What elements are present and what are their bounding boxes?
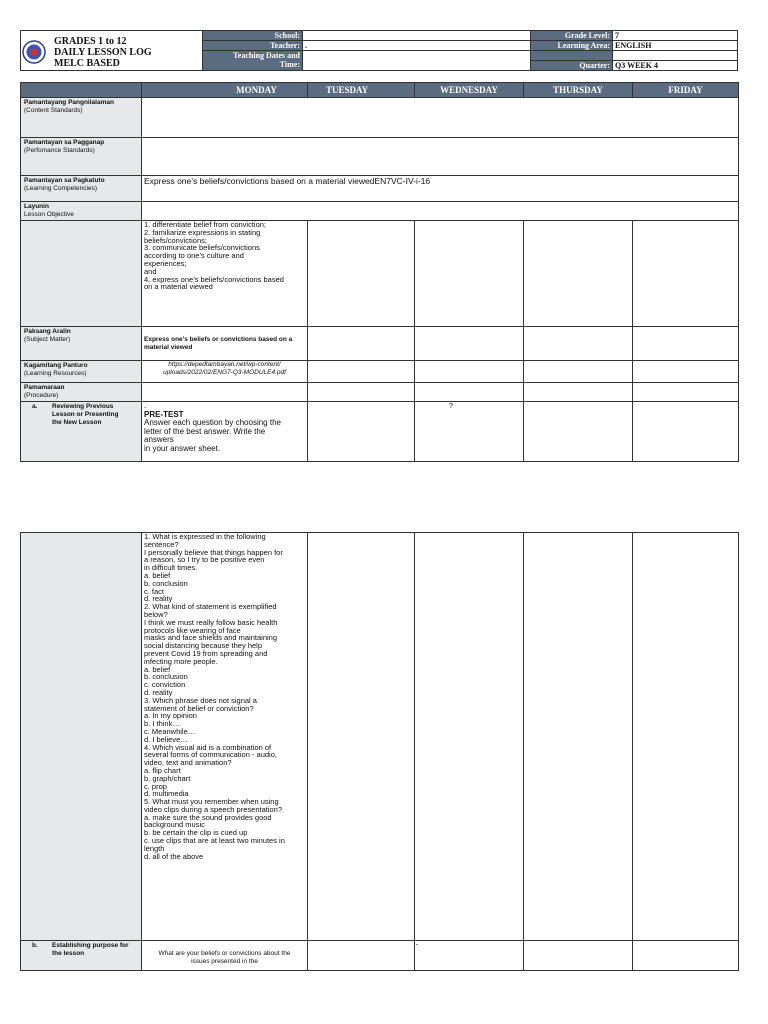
question-line: c. use clips that are at least two minutes in bbox=[144, 836, 285, 846]
question-line: infecting more people. bbox=[144, 656, 218, 666]
procedure-monday[interactable] bbox=[142, 383, 308, 402]
day-header-tuesday bbox=[308, 83, 415, 98]
question-line: statement of belief or conviction? bbox=[144, 703, 254, 713]
pretest-heading: PRE-TEST bbox=[144, 409, 184, 419]
question-line: b. conclusion bbox=[144, 672, 188, 682]
header-blank-field bbox=[613, 51, 738, 61]
objective-line: beliefs/convictions; bbox=[144, 235, 207, 245]
content-standards-label bbox=[21, 98, 142, 138]
question-line: video, text and animation? bbox=[144, 758, 232, 768]
review-label bbox=[21, 402, 142, 462]
question-line: masks and face shields and maintaining bbox=[144, 633, 277, 643]
resource-link-line-2[interactable]: uploads/2022/02/ENG7-Q3-MODULE4.pdf bbox=[163, 369, 286, 376]
question-line: a. belief bbox=[144, 570, 171, 580]
question-line: social distancing because they help bbox=[144, 641, 262, 651]
question-line: sentence? bbox=[144, 539, 179, 549]
header-blank-label bbox=[531, 51, 613, 61]
purpose-value-line-2: issues presented in the bbox=[191, 958, 258, 965]
day-header-blank bbox=[21, 83, 142, 98]
objectives-list-tuesday[interactable] bbox=[308, 221, 415, 327]
purpose-letter: b. bbox=[32, 942, 38, 949]
title-cell bbox=[21, 31, 203, 71]
questions-monday[interactable] bbox=[142, 533, 308, 941]
day-wednesday-label: WEDNESDAY bbox=[440, 85, 498, 95]
question-line: c. conviction bbox=[144, 680, 186, 690]
learning-area-label: Learning Area: bbox=[531, 41, 613, 51]
question-line: c. Meanwhile… bbox=[144, 726, 196, 736]
question-line: prevent Covid 19 from spreading and bbox=[144, 648, 268, 658]
purpose-line-1: Establishing purpose for bbox=[52, 942, 129, 949]
resources-tuesday[interactable] bbox=[308, 361, 415, 383]
review-letter: a. bbox=[32, 403, 38, 410]
question-line: video clips during a speech presentation? bbox=[144, 804, 283, 814]
title-line-1: GRADES 1 to 12 bbox=[54, 36, 127, 47]
question-line: I think we must really follow basic health bbox=[144, 617, 278, 627]
review-line-2: Lesson or Presenting bbox=[52, 411, 119, 418]
question-line: a reason, so I try to be positive even bbox=[144, 555, 265, 565]
question-line: b. graph/chart bbox=[144, 773, 191, 783]
question-line: protocols like wearing of face bbox=[144, 625, 241, 635]
pretest-instruction-line: letter of the best answer. Write the bbox=[144, 426, 266, 436]
learning-competencies-value[interactable]: Express one’s beliefs/convictions based on a material viewedEN7VC-IV-i-16 bbox=[142, 176, 739, 202]
content-standards-subtitle: (Content Standards) bbox=[24, 107, 83, 114]
title-line-2: DAILY LESSON LOG bbox=[54, 47, 152, 58]
objective-line: on a material viewed bbox=[144, 282, 213, 292]
content-standards-value[interactable] bbox=[142, 98, 739, 138]
procedure-tuesday[interactable] bbox=[308, 383, 415, 402]
dates-label-line-2: Time: bbox=[279, 60, 300, 69]
resources-title: Kagamitang Panturo bbox=[24, 362, 88, 369]
review-wednesday[interactable] bbox=[415, 402, 524, 462]
day-thursday-label: THURSDAY bbox=[553, 85, 603, 95]
questions-label bbox=[21, 533, 142, 941]
review-heading-text bbox=[52, 403, 118, 427]
grade-level-label: Grade Level: bbox=[531, 31, 613, 41]
purpose-label bbox=[21, 941, 142, 971]
resources-subtitle: (Learning Resources) bbox=[24, 370, 87, 377]
day-monday-label: MONDAY bbox=[236, 85, 277, 95]
question-line: b. be certain the clip is cued up bbox=[144, 828, 248, 838]
procedure-subtitle: (Procedure) bbox=[24, 392, 59, 399]
question-line: b. conclusion bbox=[144, 578, 188, 588]
question-line: a. make sure the sound provides good bbox=[144, 812, 272, 822]
objective-line: 2. familiarize expressions in stating bbox=[144, 227, 261, 237]
question-line: 2. What kind of statement is exemplified bbox=[144, 602, 277, 612]
objective-label bbox=[21, 202, 142, 221]
pretest-instruction-line: in your answer sheet. bbox=[144, 443, 221, 453]
procedure-label bbox=[21, 383, 142, 402]
title-line-3: MELC BASED bbox=[54, 58, 120, 69]
question-line: length bbox=[144, 843, 165, 853]
question-line: d. multimedia bbox=[144, 789, 189, 799]
school-field[interactable] bbox=[303, 31, 531, 41]
objective-line: 1. differentiate belief from conviction; bbox=[144, 220, 267, 229]
lesson-log-table-continued bbox=[20, 532, 739, 971]
objectives-list-wednesday[interactable] bbox=[415, 221, 524, 327]
question-line: I personally believe that things happen for bbox=[144, 547, 283, 557]
question-line: background music bbox=[144, 820, 205, 830]
learning-competencies-title: Pamantayan sa Pagkatuto bbox=[24, 177, 105, 184]
lesson-log-table bbox=[20, 82, 739, 462]
procedure-friday[interactable] bbox=[633, 383, 739, 402]
objectives-list-thursday[interactable] bbox=[524, 221, 633, 327]
subject-matter-friday[interactable] bbox=[633, 327, 739, 361]
review-thursday[interactable] bbox=[524, 402, 633, 462]
procedure-thursday[interactable] bbox=[524, 383, 633, 402]
review-heading bbox=[24, 403, 138, 427]
purpose-heading-text bbox=[52, 942, 129, 958]
content-standards-title: Pamantayang Pangnilalaman bbox=[24, 99, 114, 106]
objective-line: experiences; bbox=[144, 258, 187, 268]
review-monday[interactable] bbox=[142, 402, 308, 462]
day-header-thursday bbox=[524, 83, 633, 98]
review-line-1: Reviewing Previous bbox=[52, 403, 114, 410]
review-dot: . bbox=[144, 401, 147, 410]
objective-line: and bbox=[144, 266, 157, 276]
purpose-tuesday[interactable] bbox=[308, 941, 415, 971]
subject-matter-label bbox=[21, 327, 142, 361]
purpose-monday[interactable] bbox=[142, 941, 308, 971]
pretest-instruction-line: Answer each question by choosing the bbox=[144, 418, 281, 427]
teacher-label: Teacher: bbox=[203, 41, 303, 51]
review-line-3: the New Lesson bbox=[52, 419, 102, 426]
school-label: School: bbox=[203, 31, 303, 41]
resource-link-line-1[interactable]: https://depedtambayan.net/wp-content/ bbox=[168, 361, 281, 368]
quarter-label: Quarter: bbox=[531, 61, 613, 71]
objectives-list-monday[interactable] bbox=[142, 221, 308, 327]
objective-value[interactable] bbox=[142, 202, 739, 221]
review-tuesday[interactable] bbox=[308, 402, 415, 462]
objectives-list-label bbox=[21, 221, 142, 327]
subject-matter-title: Paksang Aralin bbox=[24, 328, 71, 335]
question-line: b. I think… bbox=[144, 719, 180, 729]
resources-thursday[interactable] bbox=[524, 361, 633, 383]
teacher-field[interactable]: . bbox=[303, 41, 531, 51]
performance-standards-title: Pamantayan sa Pagganap bbox=[24, 139, 105, 146]
questions-tuesday[interactable] bbox=[308, 533, 415, 941]
question-line: c. prop bbox=[144, 781, 167, 791]
question-line: several forms of communication - audio, bbox=[144, 750, 277, 760]
procedure-title: Pamamaraan bbox=[24, 384, 65, 391]
subject-matter-subtitle: (Subject Matter) bbox=[24, 336, 71, 343]
resources-friday[interactable] bbox=[633, 361, 739, 383]
objective-line: 4. express one’s beliefs/convictions based bbox=[144, 274, 284, 284]
day-header-friday bbox=[633, 83, 739, 98]
performance-standards-subtitle: (Perfomance Standards) bbox=[24, 147, 95, 154]
review-friday[interactable] bbox=[633, 402, 739, 462]
performance-standards-label bbox=[21, 138, 142, 176]
question-line: in difficult times. bbox=[144, 563, 198, 573]
purpose-heading bbox=[24, 942, 138, 958]
purpose-friday[interactable] bbox=[633, 941, 739, 971]
resources-label bbox=[21, 361, 142, 383]
day-header-wednesday bbox=[415, 83, 524, 98]
day-header-monday bbox=[142, 83, 308, 98]
objectives-list-friday[interactable] bbox=[633, 221, 739, 327]
question-line: a. In my opinion bbox=[144, 711, 197, 721]
day-friday-label: FRIDAY bbox=[668, 85, 703, 95]
learning-area-field[interactable]: ENGLISH bbox=[613, 41, 738, 51]
performance-standards-value[interactable] bbox=[142, 138, 739, 176]
resources-monday[interactable] bbox=[142, 361, 308, 383]
grade-level-field[interactable]: 7 bbox=[613, 31, 738, 41]
objective-subtitle: Lesson Objective bbox=[24, 211, 74, 218]
pretest-instruction-line: answers bbox=[144, 435, 174, 444]
question-line: c. fact bbox=[144, 586, 165, 596]
teaching-dates-field[interactable] bbox=[303, 51, 531, 71]
quarter-field[interactable]: Q3 WEEK 4 bbox=[613, 61, 738, 71]
objective-title: Layunin bbox=[24, 203, 49, 210]
questions-friday[interactable] bbox=[633, 533, 739, 941]
objective-line: according to one’s culture and bbox=[144, 251, 244, 261]
resources-wednesday[interactable] bbox=[415, 361, 524, 383]
question-line: 1. What is expressed in the following bbox=[144, 532, 266, 541]
learning-competencies-subtitle: (Learning Competencies) bbox=[24, 185, 97, 192]
question-line: a. belief bbox=[144, 664, 171, 674]
question-line: d. I believe… bbox=[144, 734, 188, 744]
questions-wednesday[interactable] bbox=[415, 533, 524, 941]
question-line: 4. Which visual aid is a combination of bbox=[144, 742, 272, 752]
question-line: d. reality bbox=[144, 594, 173, 604]
purpose-wednesday[interactable] bbox=[415, 941, 524, 971]
question-line: d. reality bbox=[144, 687, 173, 697]
subject-matter-tuesday[interactable] bbox=[308, 327, 415, 361]
header-table bbox=[20, 30, 738, 71]
purpose-wednesday-mark: - bbox=[415, 940, 419, 949]
question-line: below? bbox=[144, 609, 168, 619]
purpose-line-2: the lesson bbox=[52, 950, 85, 957]
subject-matter-monday[interactable]: Express one’s beliefs or convictions based on a material viewed bbox=[142, 327, 308, 361]
day-tuesday-label: TUESDAY bbox=[326, 85, 369, 95]
subject-matter-wednesday[interactable] bbox=[415, 327, 524, 361]
subject-matter-thursday[interactable] bbox=[524, 327, 633, 361]
questions-thursday[interactable] bbox=[524, 533, 633, 941]
procedure-wednesday[interactable] bbox=[415, 383, 524, 402]
question-line: d. all of the above bbox=[144, 851, 204, 861]
teaching-dates-label bbox=[203, 51, 303, 71]
objective-line: 3. communicate beliefs/convictions bbox=[144, 243, 260, 253]
purpose-value-line-1: What are your beliefs or convictions about the bbox=[158, 950, 291, 957]
question-line: 5. What must you remember when using bbox=[144, 797, 279, 807]
question-line: 3. Which phrase does not signal a bbox=[144, 695, 257, 705]
purpose-thursday[interactable] bbox=[524, 941, 633, 971]
question-line: a. flip chart bbox=[144, 765, 181, 775]
learning-competencies-label bbox=[21, 176, 142, 202]
dates-label-line-1: Teaching Dates and bbox=[233, 51, 300, 60]
review-wednesday-mark: ? bbox=[448, 401, 454, 410]
